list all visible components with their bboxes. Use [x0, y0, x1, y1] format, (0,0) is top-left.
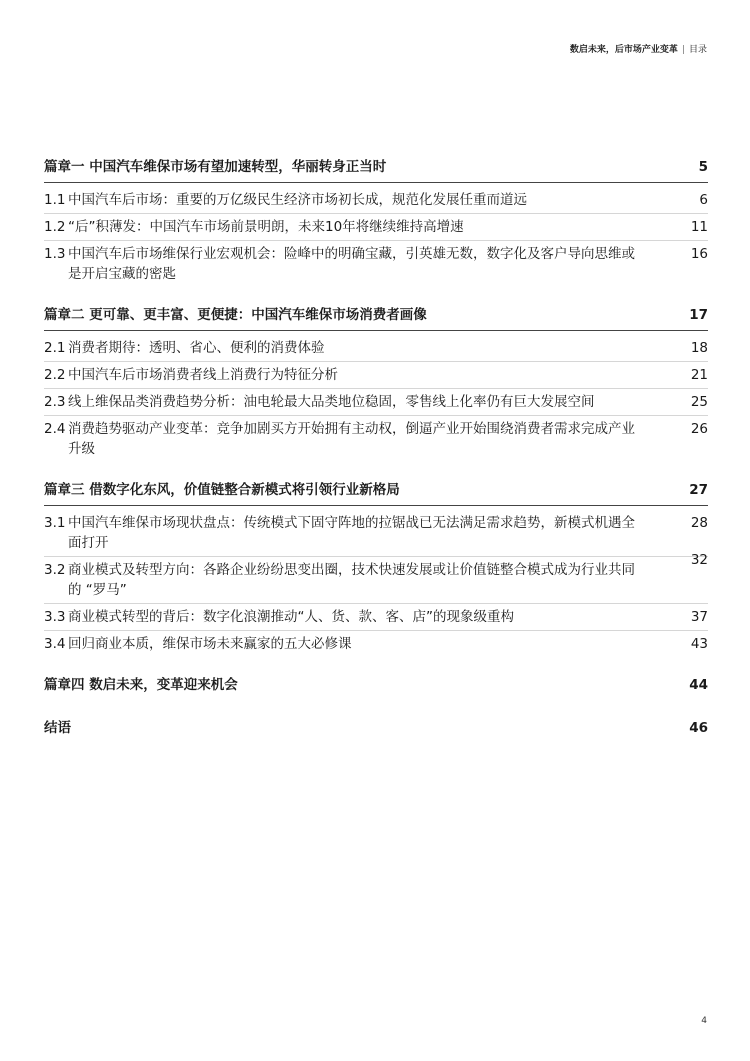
toc-entry[interactable] [44, 362, 708, 389]
entry-number: 2.4 [44, 421, 66, 437]
entry-page: 18 [690, 340, 708, 356]
chapter-page: 44 [689, 677, 708, 693]
entry-page: 43 [690, 636, 708, 652]
entry-text: 线上维保品类消费趋势分析：油电轮最大品类地位稳固，零售线上化率仍有巨大发展空间 [68, 394, 595, 410]
toc-entry[interactable] [44, 335, 708, 362]
entry-page: 11 [690, 219, 708, 235]
entry-text: 消费趋势驱动产业变革：竞争加剧买方开始拥有主动权，倒逼产业开始围绕消费者需求完成产业升级 [68, 421, 635, 457]
entry-page: 6 [699, 192, 708, 208]
entry-page: 28 [690, 515, 708, 531]
toc-entry[interactable] [44, 604, 708, 631]
toc-entry[interactable] [44, 241, 708, 287]
entry-page: 26 [690, 421, 708, 437]
table-of-contents [44, 159, 708, 763]
chapter-page: 46 [689, 720, 708, 736]
entry-number: 3.1 [44, 515, 66, 531]
entry-page: 32 [690, 552, 708, 568]
entry-text: 回归商业本质，维保市场未来赢家的五大必修课 [68, 636, 352, 652]
toc-chapter-1 [44, 159, 708, 287]
toc-entry[interactable] [44, 510, 708, 557]
entry-number: 1.2 [44, 219, 66, 235]
entry-text: 中国汽车后市场：重要的万亿级民生经济市场初长成，规范化发展任重而道远 [68, 192, 527, 208]
toc-entry[interactable] [44, 214, 708, 241]
chapter-heading[interactable] [44, 159, 708, 183]
chapter-page: 5 [698, 159, 708, 175]
entry-text: 中国汽车维保市场现状盘点：传统模式下固守阵地的拉锯战已无法满足需求趋势，新模式机遇全面打开 [68, 515, 635, 551]
chapter-title: 篇章三 借数字化东风，价值链整合新模式将引领行业新格局 [44, 482, 400, 498]
toc-chapter-4 [44, 677, 708, 700]
entry-text: 消费者期待：透明、省心、便利的消费体验 [68, 340, 325, 356]
entry-number: 3.4 [44, 636, 66, 652]
entry-number: 2.3 [44, 394, 66, 410]
toc-chapter-3 [44, 482, 708, 657]
entry-page: 37 [690, 609, 708, 625]
chapter-title: 篇章一 中国汽车维保市场有望加速转型，华丽转身正当时 [44, 159, 387, 175]
chapter-heading[interactable] [44, 482, 708, 506]
chapter-title: 结语 [44, 720, 71, 736]
running-header [570, 42, 707, 55]
toc-entry[interactable] [44, 187, 708, 214]
header-title: 数启未来，后市场产业变革 [569, 45, 678, 55]
toc-entry[interactable] [44, 552, 708, 604]
chapter-heading[interactable] [44, 677, 708, 700]
entry-page: 21 [690, 367, 708, 383]
chapter-title: 篇章四 数启未来，变革迎来机会 [44, 677, 238, 693]
toc-conclusion [44, 720, 708, 743]
entry-number: 1.3 [44, 246, 66, 262]
chapter-page: 27 [689, 482, 708, 498]
toc-entry[interactable] [44, 416, 708, 462]
toc-entry[interactable] [44, 389, 708, 416]
entry-text: 中国汽车后市场消费者线上消费行为特征分析 [68, 367, 338, 383]
entry-page: 16 [690, 246, 708, 262]
entry-number: 1.1 [44, 192, 66, 208]
header-separator: | [681, 45, 685, 55]
chapter-page: 17 [689, 307, 708, 323]
entry-number: 2.1 [44, 340, 66, 356]
entry-text: 商业模式转型的背后：数字化浪潮推动“人、货、款、客、店”的现象级重构 [68, 609, 514, 625]
entry-text: 商业模式及转型方向：各路企业纷纷思变出圈，技术快速发展或让价值链整合模式成为行业共同的 “罗马” [68, 562, 635, 598]
entry-number: 3.2 [44, 562, 66, 578]
entry-page: 25 [690, 394, 708, 410]
chapter-title: 篇章二 更可靠、更丰富、更便捷：中国汽车维保市场消费者画像 [44, 307, 427, 323]
entry-text: “后”积薄发：中国汽车市场前景明朗，未来10年将继续维持高增速 [68, 219, 464, 235]
toc-entry[interactable] [44, 631, 708, 657]
entry-number: 2.2 [44, 367, 66, 383]
toc-chapter-2 [44, 307, 708, 462]
chapter-heading[interactable] [44, 720, 708, 743]
chapter-heading[interactable] [44, 307, 708, 331]
header-section: 目录 [688, 45, 707, 55]
entry-text: 中国汽车后市场维保行业宏观机会：险峰中的明确宝藏，引英雄无数，数字化及客户导向思维或是开启宝藏的密匙 [68, 246, 635, 282]
page-number: 4 [701, 1016, 707, 1026]
entry-number: 3.3 [44, 609, 66, 625]
